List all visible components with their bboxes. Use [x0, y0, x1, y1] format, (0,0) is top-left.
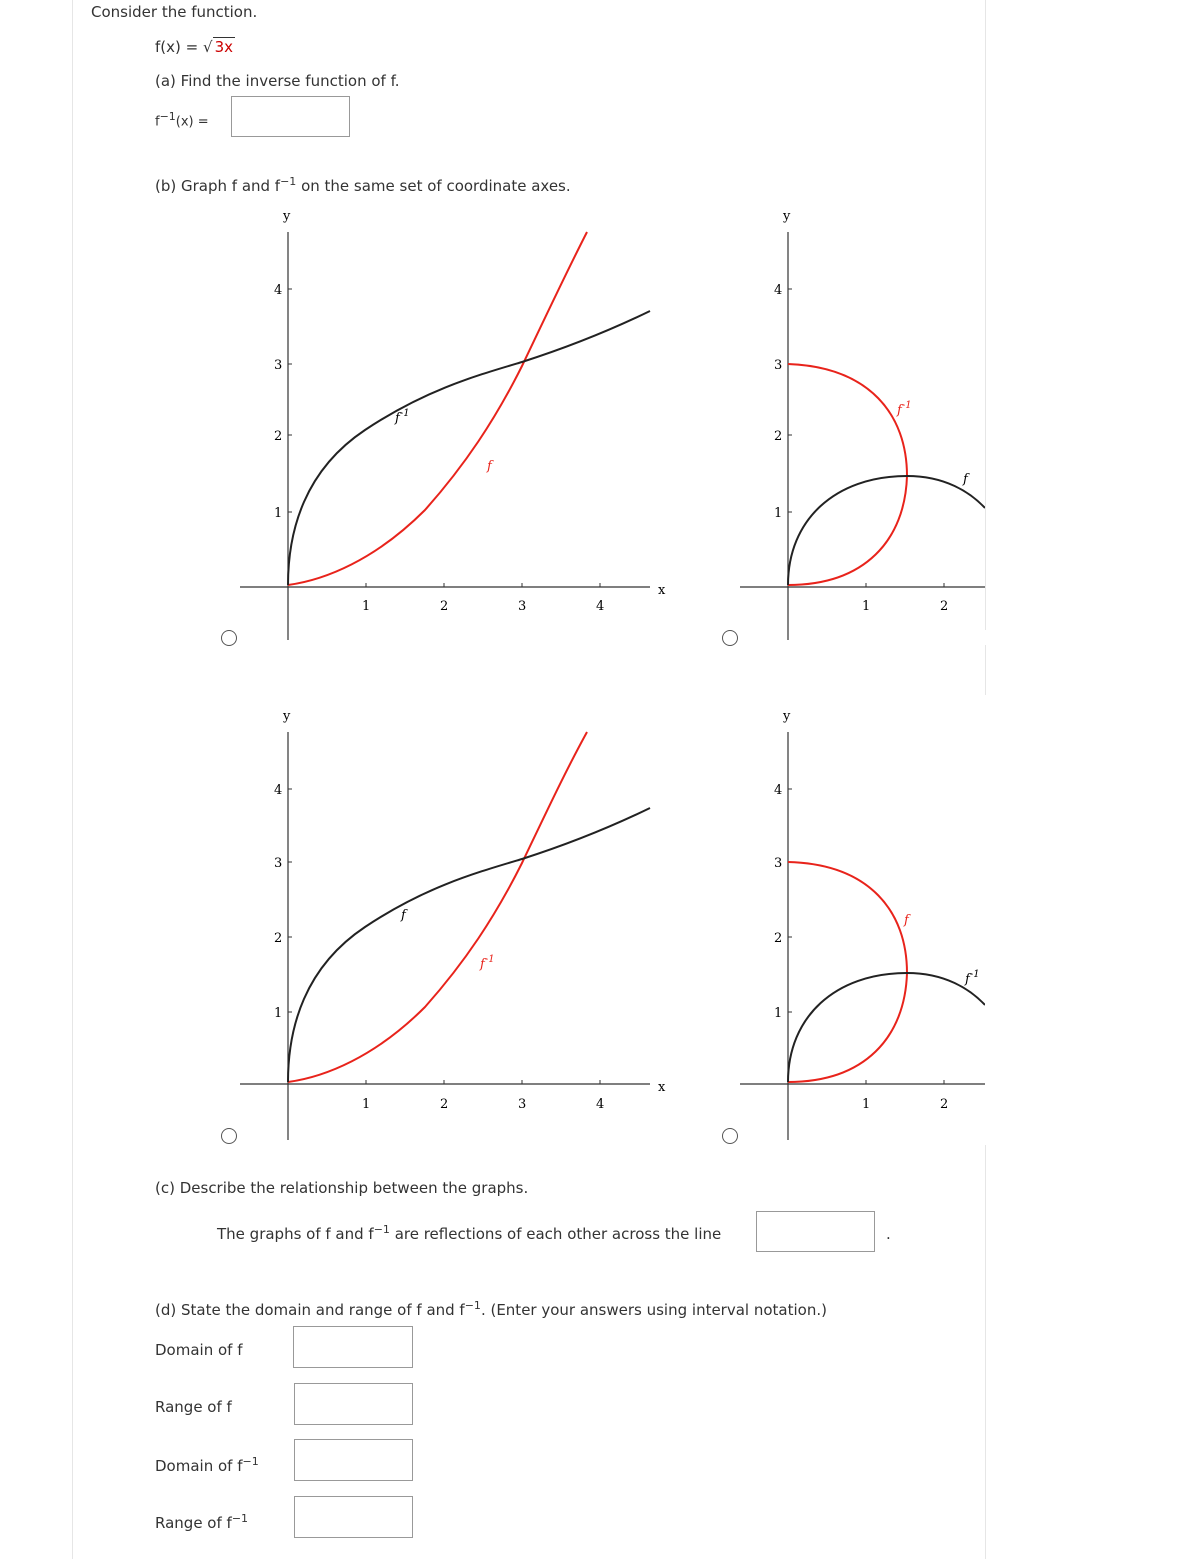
y-tick-2: 2: [274, 429, 283, 444]
inverse-answer-input[interactable]: [231, 96, 350, 137]
y-ticks: [274, 283, 292, 521]
y-tick-1: 1: [774, 1006, 783, 1021]
x-tick-3: 3: [518, 1097, 527, 1112]
red-curve: [788, 364, 907, 585]
range-finv-input[interactable]: [294, 1496, 413, 1538]
inverse-label-eq: =: [197, 114, 209, 130]
part-d-post: . (Enter your answers using interval notation.): [480, 1301, 827, 1319]
y-tick-3: 3: [274, 358, 283, 373]
red-curve-label-f: f: [480, 957, 485, 972]
y-axis-label: y: [783, 709, 791, 724]
y-axis-label: y: [783, 209, 791, 224]
black-curve-label: f: [401, 908, 406, 923]
black-curve: [788, 973, 985, 1082]
domain-finv-input[interactable]: [294, 1439, 413, 1481]
part-b-pre: (b) Graph f and f: [155, 177, 281, 195]
y-tick-4: 4: [774, 783, 783, 798]
y-tick-1: 1: [274, 506, 283, 521]
black-curve: [288, 311, 650, 585]
inverse-label: [155, 110, 209, 129]
function-arg: 3x: [214, 38, 233, 56]
y-tick-1: 1: [274, 1006, 283, 1021]
red-curve: [288, 732, 587, 1082]
y-axis-label: y: [283, 209, 291, 224]
black-curve-label: [964, 969, 980, 987]
domain-finv-label-text: Domain of f: [155, 1457, 243, 1475]
red-curve-label: [479, 954, 495, 972]
x-ticks: [862, 1080, 948, 1112]
part-c-sup: −1: [373, 1223, 390, 1236]
function-lhs: f(x): [155, 38, 181, 56]
black-curve-label-sup: -1: [399, 408, 410, 419]
red-curve-label-f: f: [897, 403, 902, 418]
part-d-sup: −1: [464, 1299, 481, 1312]
black-curve-label-f: f: [395, 411, 400, 426]
graph-option-3: [215, 700, 675, 1150]
range-f-label: [155, 1398, 232, 1416]
part-a-prompt: (a) Find the inverse function of f.: [155, 72, 400, 90]
range-f-input[interactable]: [294, 1383, 413, 1425]
domain-finv-label-sup: −1: [242, 1455, 259, 1468]
x-tick-1: 1: [362, 1097, 371, 1112]
black-curve: [788, 476, 985, 585]
red-curve-label: [896, 400, 912, 418]
x-tick-4: 4: [596, 1097, 605, 1112]
x-ticks: [362, 1080, 604, 1112]
red-curve-label: f: [904, 913, 909, 928]
domain-f-input[interactable]: [293, 1326, 413, 1368]
part-b-prompt: [155, 175, 571, 195]
y-tick-3: 3: [774, 856, 783, 871]
y-tick-4: 4: [274, 783, 283, 798]
x-tick-1: 1: [362, 599, 371, 614]
y-ticks: [774, 783, 792, 1021]
black-curve-label-sup: -1: [969, 969, 980, 980]
y-tick-4: 4: [274, 283, 283, 298]
x-tick-2: 2: [440, 599, 449, 614]
part-c-pre: The graphs of f and f: [217, 1225, 374, 1243]
range-finv-label-sup: −1: [231, 1512, 249, 1525]
black-curve: [288, 808, 650, 1082]
range-f-label-text: Range of f: [155, 1398, 232, 1416]
radio-option-4[interactable]: [722, 1128, 738, 1144]
range-finv-label: [155, 1512, 248, 1532]
x-ticks: [362, 583, 604, 614]
x-tick-2: 2: [940, 599, 949, 614]
function-eq: =: [185, 38, 199, 56]
y-tick-3: 3: [274, 856, 283, 871]
range-finv-label-text: Range of f: [155, 1514, 232, 1532]
x-tick-2: 2: [940, 1097, 949, 1112]
graph-option-2: [715, 200, 985, 650]
part-d-pre: (d) State the domain and range of f and f: [155, 1301, 465, 1319]
intro-text: Consider the function.: [91, 3, 258, 21]
x-axis-label: x: [658, 1080, 666, 1095]
part-b-sup: −1: [280, 175, 297, 188]
part-c-prompt: (c) Describe the relationship between the graphs.: [155, 1179, 529, 1197]
red-curve: [788, 862, 907, 1082]
radio-option-2[interactable]: [722, 630, 738, 646]
inverse-label-sup: −1: [159, 110, 176, 123]
x-tick-1: 1: [862, 1097, 871, 1112]
x-tick-3: 3: [518, 599, 527, 614]
part-b-post: on the same set of coordinate axes.: [296, 177, 571, 195]
y-tick-1: 1: [774, 506, 783, 521]
part-c-post: are reflections of each other across the line: [389, 1225, 722, 1243]
y-tick-2: 2: [774, 931, 783, 946]
y-tick-2: 2: [774, 429, 783, 444]
red-curve-label: f: [487, 459, 492, 474]
graph-option-1: [215, 200, 675, 650]
x-tick-4: 4: [596, 599, 605, 614]
y-ticks: [274, 783, 292, 1021]
x-tick-1: 1: [862, 599, 871, 614]
part-d-prompt: [155, 1299, 827, 1319]
red-curve-label-sup: -1: [484, 954, 495, 965]
y-ticks: [774, 283, 792, 521]
black-curve-label-f: f: [965, 972, 970, 987]
black-curve-label: f: [963, 472, 968, 487]
radical-sign: √: [203, 38, 213, 56]
function-definition: [155, 37, 235, 56]
red-curve: [288, 232, 587, 585]
radio-option-3[interactable]: [221, 1128, 237, 1144]
black-curve-label: [394, 408, 410, 426]
domain-f-label-text: Domain of f: [155, 1341, 243, 1359]
x-axis-label: x: [658, 583, 666, 598]
y-tick-2: 2: [274, 931, 283, 946]
part-c-sentence: [217, 1223, 721, 1243]
part-c-period: .: [886, 1225, 891, 1243]
y-tick-3: 3: [774, 358, 783, 373]
y-tick-4: 4: [774, 283, 783, 298]
graph-option-4: [715, 700, 985, 1150]
reflection-line-input[interactable]: [756, 1211, 875, 1252]
x-ticks: [862, 583, 948, 614]
radio-option-1[interactable]: [221, 630, 237, 646]
domain-finv-label: [155, 1455, 259, 1475]
inverse-label-tail: (x): [175, 114, 194, 130]
inverse-label-f: f: [155, 114, 160, 130]
y-axis-label: y: [283, 709, 291, 724]
x-tick-2: 2: [440, 1097, 449, 1112]
domain-f-label: [155, 1341, 242, 1359]
red-curve-label-sup: -1: [901, 400, 912, 411]
